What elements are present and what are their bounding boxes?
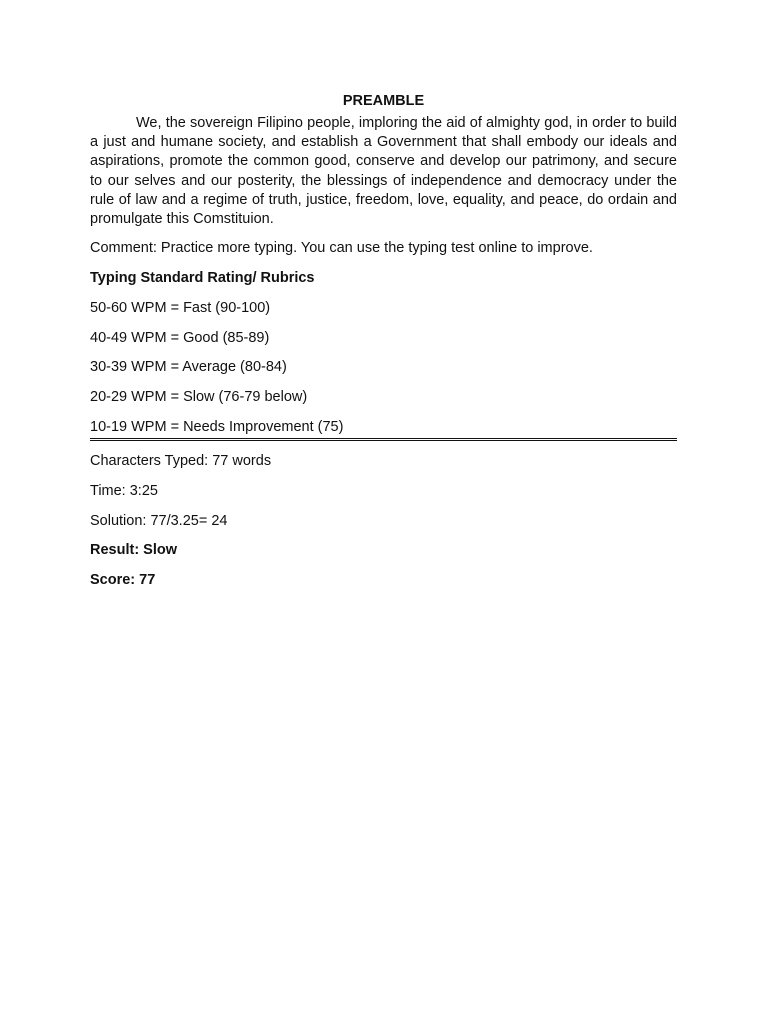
rubric-item-last: 10-19 WPM = Needs Improvement (75) (90, 418, 677, 441)
time-line: Time: 3:25 (90, 482, 158, 499)
comment-line: Comment: Practice more typing. You can use the typing test online to improve. (90, 240, 593, 257)
rubric-item: 40-49 WPM = Good (85-89) (90, 329, 270, 346)
rubric-item: 50-60 WPM = Fast (90-100) (90, 299, 271, 316)
document-title: PREAMBLE (342, 93, 425, 109)
solution-line: Solution: 77/3.25= 24 (90, 512, 228, 529)
characters-typed: Characters Typed: 77 words (90, 453, 272, 469)
rubric-heading: Typing Standard Rating/ Rubrics (90, 270, 315, 287)
document-page (90, 92, 677, 601)
score-line: Score: 77 (90, 572, 156, 589)
result-line: Result: Slow (90, 542, 178, 559)
rubric-item: 30-39 WPM = Average (80-84) (90, 359, 287, 376)
rubric-item: 20-29 WPM = Slow (76-79 below) (90, 389, 308, 406)
preamble-paragraph: We, the sovereign Filipino people, imploring the aid of almighty god, in order to build a just and humane society, and establish a Government that shall embody our ideals and aspirations, promote the common good, conserve and develop our patrimony, and secure to our selves and our posterity, the blessings of independence and democracy under the rule of law and a regime of truth, justice, freedom, love, equality, and peace, do ordain and promulgate this Comstituion. (90, 115, 677, 228)
